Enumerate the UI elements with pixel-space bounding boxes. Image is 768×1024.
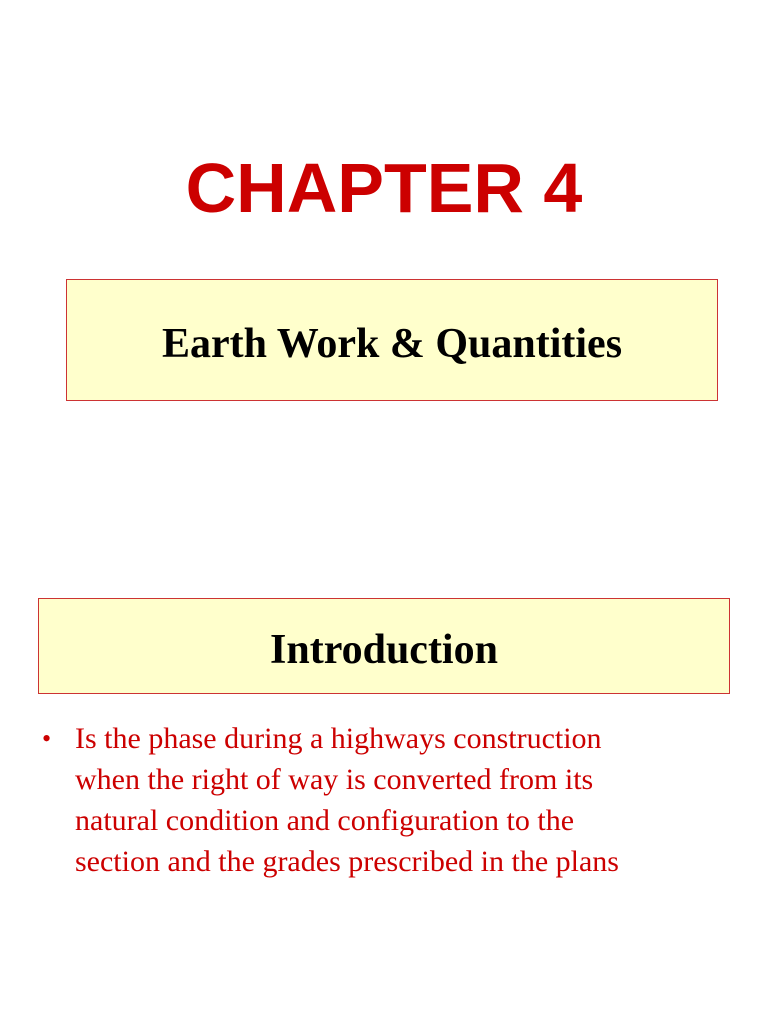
section-heading-box — [38, 598, 730, 694]
bullet-line: Is the phase during a highways construction — [75, 722, 602, 755]
bullet-item — [40, 718, 740, 882]
subtitle-box — [66, 279, 718, 401]
subtitle-text: Earth Work & Quantities — [161, 321, 623, 367]
bullet-line: section and the grades prescribed in the plans — [75, 845, 619, 878]
chapter-title: CHAPTER 4 — [185, 149, 583, 227]
bullet-line: natural condition and configuration to the — [75, 804, 575, 837]
bullet-list — [40, 718, 740, 882]
section-heading: Introduction — [270, 627, 498, 673]
bullet-line: when the right of way is converted from its — [75, 763, 594, 796]
bullet-dot-icon: • — [42, 724, 52, 753]
